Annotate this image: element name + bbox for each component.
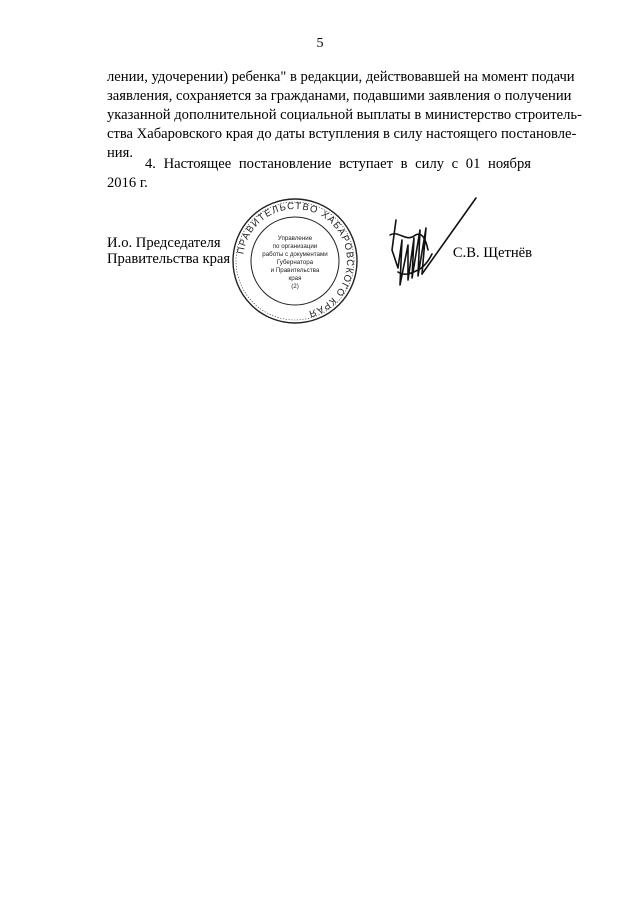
signatory-position-line-2: Правительства края [107,251,231,267]
paragraph-line: ния. [107,145,133,161]
signatory-name: С.В. Щетнёв [452,245,532,261]
paragraph-line: указанной дополнительной социальной выплаты в министерство строитель- [107,107,582,123]
seal-inner-line: края [288,275,302,282]
page-number: 5 [316,36,324,51]
signatory-position [107,235,230,267]
paragraph-line: заявления, сохраняется за гражданами, подавшими заявления о получении [107,88,572,104]
official-seal [230,196,360,326]
paragraph-line: лении, удочерении) ребенка" в редакции, действовавшей на момент подачи [107,69,575,85]
seal-outer-text: ПРАВИТЕЛЬСТВО ХАБАРОВСКОГО КРАЯ [235,200,356,320]
signatory-position-line-1: И.о. Председателя [107,235,221,251]
seal-inner-line: Губернатора [276,259,314,266]
paragraph-effective-date: 4. Настоящее постановление вступает в силу с 01 ноября 2016 г. [107,156,531,191]
seal-inner-line: по организации [272,243,318,250]
seal-inner-line: Управление [277,235,313,242]
seal-inner-line: работы с документами [262,251,328,258]
paragraph-line: ства Хабаровского края до даты вступления в силу настоящего постановле- [107,126,577,142]
seal-inner-line: (2) [291,283,299,290]
paragraph-continuation [107,68,582,163]
seal-inner-line: и Правительства [270,267,320,274]
